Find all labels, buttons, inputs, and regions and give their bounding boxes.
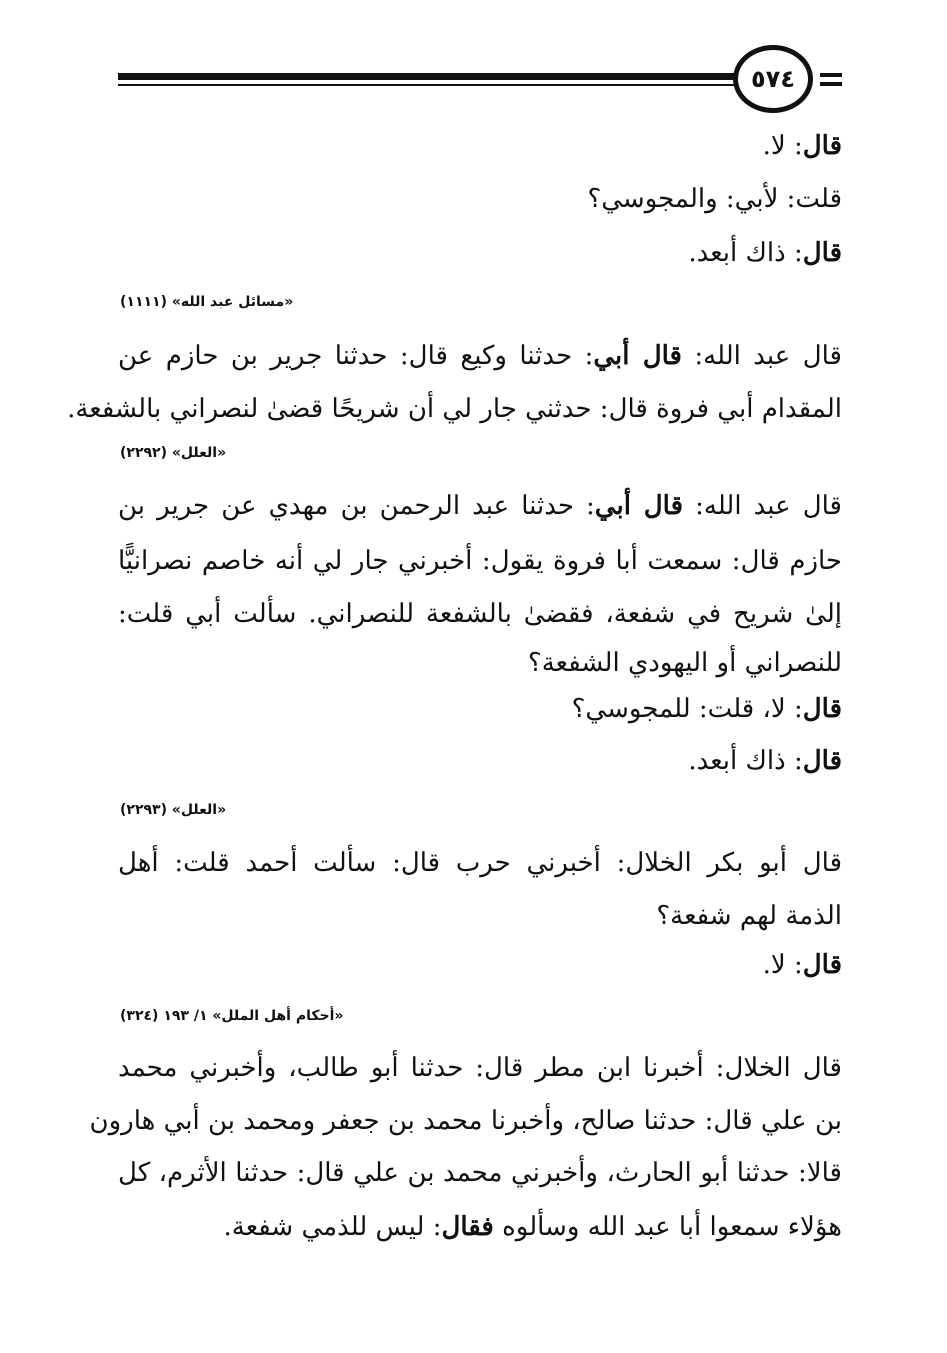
text-line	[572, 691, 842, 727]
text-run: قالا: حدثنا أبو الحارث، وأخبرني محمد بن علي قال: حدثنا الأثرم، كل	[118, 1158, 842, 1188]
text-line	[118, 1050, 842, 1086]
text-line	[89, 1103, 842, 1139]
text-run: المقدام أبي فروة قال: حدثني جار لي أن شريحًا قضىٰ لنصراني بالشفعة.	[67, 394, 842, 424]
text-run: قال عبد الله:	[683, 491, 842, 521]
text-run: : ذاك أبعد.	[688, 746, 803, 776]
text-run: : حدثنا وكيع قال: حدثنا جرير بن حازم عن	[118, 341, 594, 371]
page-header	[0, 0, 947, 130]
speaker-label: قال	[802, 131, 842, 161]
text-run: للنصراني أو اليهودي الشفعة؟	[527, 648, 842, 678]
header-rule-end	[820, 73, 842, 77]
header-rule-end	[820, 82, 842, 86]
page-number-badge	[733, 45, 813, 113]
page-number: ٥٧٤	[751, 65, 795, 93]
speaker-label: قال	[802, 238, 842, 268]
speaker-label: قال أبي	[594, 491, 684, 521]
text-run: : ليس للذمي شفعة.	[223, 1212, 442, 1242]
text-line	[118, 488, 842, 524]
text-line	[763, 947, 842, 983]
text-line	[118, 543, 842, 579]
text-line	[118, 338, 842, 374]
speaker-label: قال	[802, 746, 842, 776]
text-run: : لا، قلت: للمجوسي؟	[571, 694, 803, 724]
text-line	[688, 235, 842, 271]
text-run: قال أبو بكر الخلال: أخبرني حرب قال: سألت أحمد قلت: أهل	[118, 848, 843, 878]
text-run: هؤلاء سمعوا أبا عبد الله وسألوه	[493, 1212, 842, 1242]
text-line	[656, 898, 842, 934]
text-run: إلىٰ شريح في شفعة، فقضىٰ بالشفعة للنصراني. سألت أبي قلت:	[118, 599, 842, 629]
text-line	[688, 743, 842, 779]
speaker-label: قال أبي	[593, 341, 682, 371]
header-rule-thin	[118, 84, 734, 86]
text-run: : ذاك أبعد.	[688, 238, 803, 268]
text-run: : لا.	[762, 950, 803, 980]
text-run: : حدثنا عبد الرحمن بن مهدي عن جرير بن	[118, 491, 595, 521]
text-line	[67, 391, 842, 427]
text-run: الذمة لهم شفعة؟	[656, 901, 842, 931]
text-line	[118, 596, 842, 632]
text-line	[528, 645, 842, 681]
header-rule	[118, 73, 734, 80]
text-run: قال عبد الله:	[681, 341, 842, 371]
text-run: قال الخلال: أخبرنا ابن مطر قال: حدثنا أبو طالب، وأخبرني محمد	[118, 1053, 842, 1083]
text-line	[587, 181, 842, 217]
source-reference: «مسائل عبد الله» (١١١١)	[120, 294, 294, 310]
text-run: حازم قال: سمعت أبا فروة يقول: أخبرني جار لي أنه خاصم نصرانيًّا	[118, 546, 842, 576]
source-reference: «العلل» (٢٢٩٢)	[120, 445, 227, 461]
text-line	[118, 845, 842, 881]
text-run: : لا.	[762, 131, 803, 161]
source-reference: «أحكام أهل الملل» ١/ ١٩٣ (٣٢٤)	[120, 1008, 344, 1024]
text-line	[763, 128, 842, 164]
speaker-label: قال	[802, 694, 842, 724]
text-line	[224, 1209, 842, 1245]
speaker-label: قال	[802, 950, 842, 980]
text-line	[118, 1155, 842, 1191]
text-run: بن علي قال: حدثنا صالح، وأخبرنا محمد بن جعفر ومحمد بن أبي هارون	[89, 1106, 842, 1136]
speaker-label: فقال	[441, 1212, 494, 1242]
source-reference: «العلل» (٢٢٩٣)	[120, 802, 227, 818]
text-run: قلت: لأبي: والمجوسي؟	[587, 184, 842, 214]
